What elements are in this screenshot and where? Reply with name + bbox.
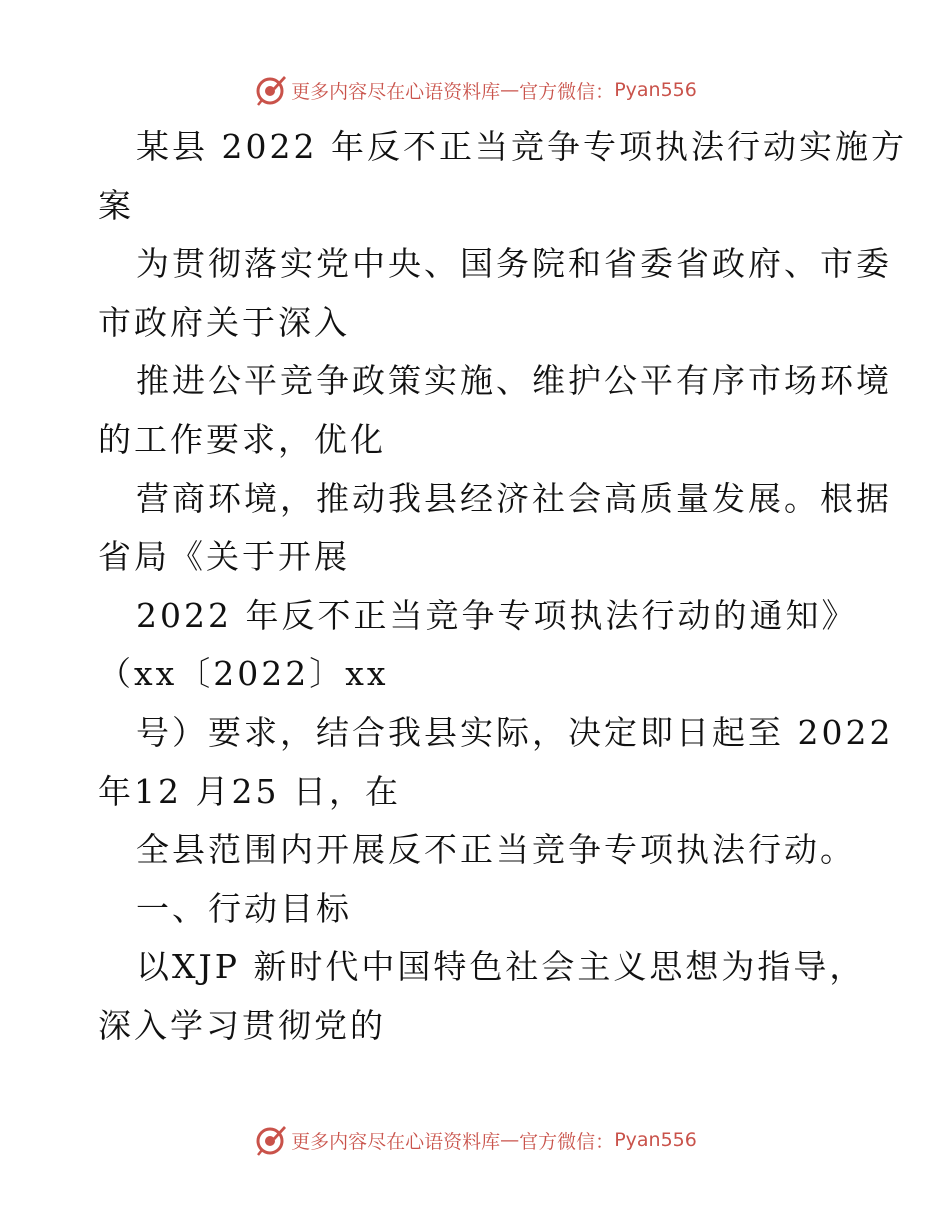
watermark-wechat-label: 官方微信： [519, 1130, 615, 1153]
quill-logo-icon [253, 73, 287, 107]
document-line: 营商环境，推动我县经济社会高质量发展。根据 [136, 478, 892, 518]
header-watermark [0, 70, 950, 110]
footer-watermark [0, 1120, 950, 1160]
document-line: 年12 月25 日，在 [98, 771, 401, 811]
watermark-wechat-id: Pyan556 [614, 79, 697, 101]
document-line: 案 [98, 185, 134, 225]
document-line: 深入学习贯彻党的 [98, 1005, 386, 1045]
document-line: 推进公平竞争政策实施、维护公平有序市场环境 [136, 361, 892, 401]
watermark-text: 更多内容尽在心语资料库 [291, 1130, 501, 1153]
watermark-text: 更多内容尽在心语资料库 [291, 80, 501, 103]
document-line: 的工作要求，优化 [98, 419, 386, 459]
watermark-wechat-id: Pyan556 [614, 1129, 697, 1151]
document-line: 省局《关于开展 [98, 537, 350, 577]
document-line: 以XJP 新时代中国特色社会主义思想为指导， [136, 947, 866, 987]
watermark-wechat-label: 官方微信： [519, 80, 615, 103]
document-line: 号）要求，结合我县实际，决定即日起至 2022 [136, 712, 894, 752]
document-line: 一、行动目标 [136, 888, 352, 928]
document-line: 全县范围内开展反不正当竞争专项执法行动。 [136, 830, 856, 870]
document-line: 某县 2022 年反不正当竞争专项执法行动实施方 [136, 127, 907, 166]
document-line: 为贯彻落实党中央、国务院和省委省政府、市委 [136, 244, 892, 284]
document-line: 市政府关于深入 [98, 302, 350, 342]
document-line: 2022 年反不正当竞争专项执法行动的通知》 [136, 595, 858, 635]
watermark-separator: — [500, 1129, 520, 1151]
document-body [98, 118, 907, 1056]
watermark-separator: — [500, 79, 520, 101]
document-line: （xx〔2022〕xx [98, 654, 389, 694]
quill-logo-icon [253, 1123, 287, 1157]
